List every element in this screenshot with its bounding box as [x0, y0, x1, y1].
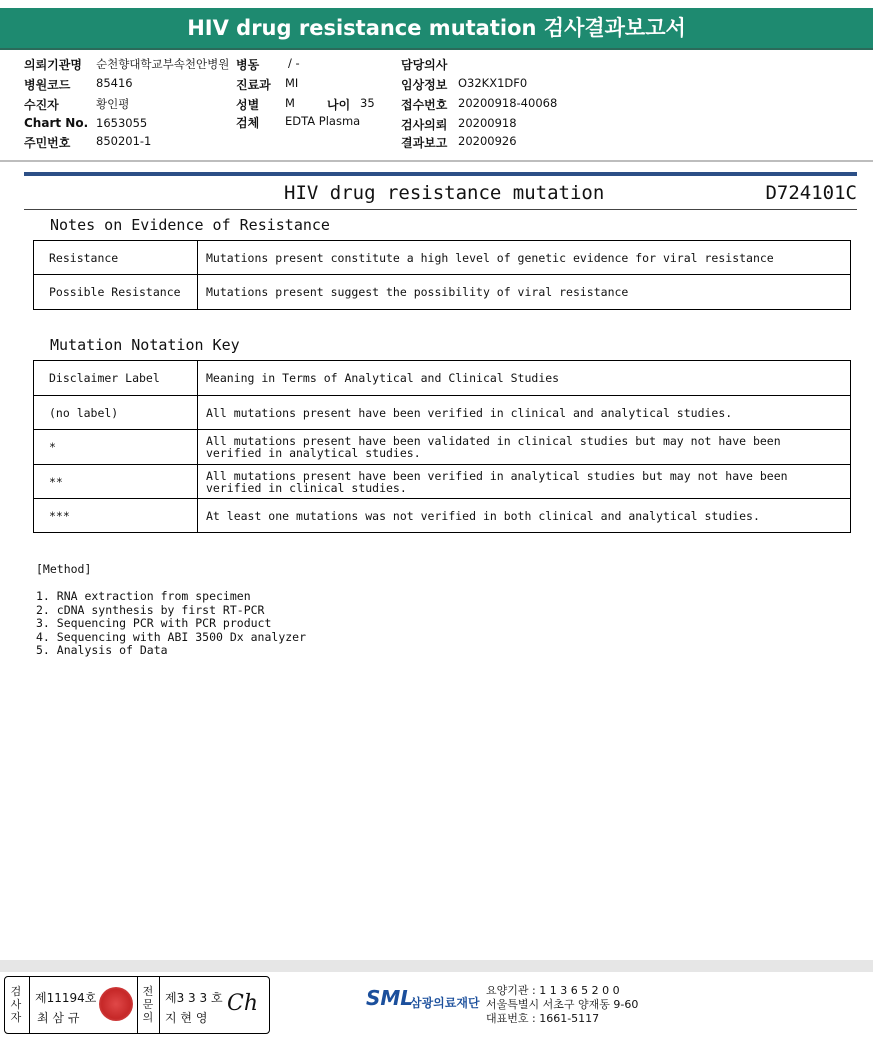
header-divider — [0, 160, 873, 162]
doc-code: D724101C — [765, 182, 857, 204]
table-row — [34, 465, 851, 499]
notation-label: *** — [34, 499, 198, 533]
doctor-label: 담당의사 — [401, 58, 448, 72]
specimen-label: 검체 — [236, 116, 260, 130]
specialist-no: 제3 3 3 호 — [165, 991, 223, 1005]
notation-header-meaning: Meaning in Terms of Analytical and Clinical Studies — [198, 361, 851, 396]
footer-separator — [0, 960, 873, 972]
title-band — [24, 172, 857, 176]
request-label: 검사의뢰 — [401, 118, 448, 132]
hospital-code-value: 85416 — [96, 76, 133, 90]
specialist-label: 전문의 — [142, 985, 154, 1024]
sex-value: M — [285, 96, 295, 110]
table-row — [34, 241, 851, 275]
report-title: HIV drug resistance mutation 검사결과보고서 — [0, 8, 873, 50]
footer — [0, 972, 873, 1040]
notation-table — [33, 360, 851, 533]
org-code: 요양기관 : 1 1 3 6 5 2 0 0 — [486, 984, 620, 997]
collector-value: 황인평 — [96, 97, 130, 111]
seal-stamp-icon — [99, 987, 133, 1021]
org-phone: 대표번호 : 1661-5117 — [486, 1012, 600, 1025]
ward-value: / - — [288, 56, 300, 70]
receipt-value: 20200918-40068 — [458, 96, 558, 110]
sex-label: 성별 — [236, 98, 260, 112]
receipt-label: 접수번호 — [401, 98, 448, 112]
notation-meaning: All mutations present have been verified in analytical studies but may not have been verified in clinical studies. — [198, 465, 851, 499]
specimen-value: EDTA Plasma — [285, 114, 361, 128]
signature: Ch — [227, 991, 259, 1016]
examiner-no: 제11194호 — [35, 991, 97, 1005]
dept-label: 진료과 — [236, 78, 271, 92]
sml-logo — [366, 986, 480, 1010]
rrn-label: 주민번호 — [24, 136, 71, 150]
sml-logo-icon: SML — [366, 986, 414, 1010]
notation-meaning: At least one mutations was not verified in both clinical and analytical studies. — [198, 499, 851, 533]
evidence-meaning: Mutations present suggest the possibility of viral resistance — [198, 275, 851, 310]
institution-value: 순천향대학교부속천안병원 — [96, 57, 230, 71]
notation-meaning: All mutations present have been verified in clinical and analytical studies. — [198, 396, 851, 430]
evidence-label: Possible Resistance — [34, 275, 198, 310]
list-item: 2. cDNA synthesis by first RT-PCR — [36, 602, 265, 617]
doc-title: HIV drug resistance mutation — [284, 182, 605, 204]
chart-value: 1653055 — [96, 116, 148, 130]
method-list — [36, 590, 306, 658]
report-date-label: 결과보고 — [401, 136, 448, 150]
dept-value: MI — [285, 76, 299, 90]
ward-label: 병동 — [236, 58, 260, 72]
notation-label: ** — [34, 465, 198, 499]
chart-label: Chart No. — [24, 116, 89, 130]
divider — [29, 977, 30, 1033]
signature-box — [4, 976, 270, 1034]
report-date-value: 20200926 — [458, 134, 517, 148]
evidence-meaning: Mutations present constitute a high level of genetic evidence for viral resistance — [198, 241, 851, 275]
rrn-value: 850201-1 — [96, 134, 152, 148]
table-row — [34, 361, 851, 396]
notation-header-label: Disclaimer Label — [34, 361, 198, 396]
org-info — [486, 984, 638, 1026]
institution-label: 의뢰기관명 — [24, 58, 82, 72]
evidence-table — [33, 240, 851, 310]
table-row — [34, 275, 851, 310]
table-row — [34, 396, 851, 430]
examiner-label: 검사자 — [10, 985, 22, 1024]
clinical-label: 임상정보 — [401, 78, 448, 92]
examiner-name: 최 삼 규 — [37, 1011, 80, 1025]
notation-label: (no label) — [34, 396, 198, 430]
age-value: 35 — [360, 96, 375, 110]
evidence-label: Resistance — [34, 241, 198, 275]
doc-title-row — [24, 181, 857, 210]
org-name: 삼광의료재단 — [410, 996, 480, 1010]
table-row — [34, 499, 851, 533]
divider — [159, 977, 160, 1033]
org-address: 서울특별시 서초구 양재동 9-60 — [486, 998, 639, 1011]
age-label: 나이 — [327, 98, 351, 112]
specialist-name: 지 현 영 — [165, 1011, 208, 1025]
notation-heading: Mutation Notation Key — [50, 336, 240, 354]
divider — [137, 977, 138, 1033]
hospital-code-label: 병원코드 — [24, 78, 71, 92]
list-item: 3. Sequencing PCR with PCR product — [36, 616, 272, 630]
notation-label: * — [34, 430, 198, 465]
method-heading: [Method] — [36, 562, 92, 576]
request-value: 20200918 — [458, 116, 517, 130]
table-row — [34, 430, 851, 465]
patient-header — [0, 50, 873, 160]
clinical-value: O32KX1DF0 — [458, 76, 528, 90]
list-item: 5. Analysis of Data — [36, 643, 168, 657]
notation-meaning: All mutations present have been validated in clinical studies but may not have been verified in analytical studies. — [198, 430, 851, 465]
list-item: 4. Sequencing with ABI 3500 Dx analyzer — [36, 629, 307, 644]
evidence-heading: Notes on Evidence of Resistance — [50, 216, 330, 234]
list-item: 1. RNA extraction from specimen — [36, 589, 251, 603]
collector-label: 수진자 — [24, 98, 59, 112]
